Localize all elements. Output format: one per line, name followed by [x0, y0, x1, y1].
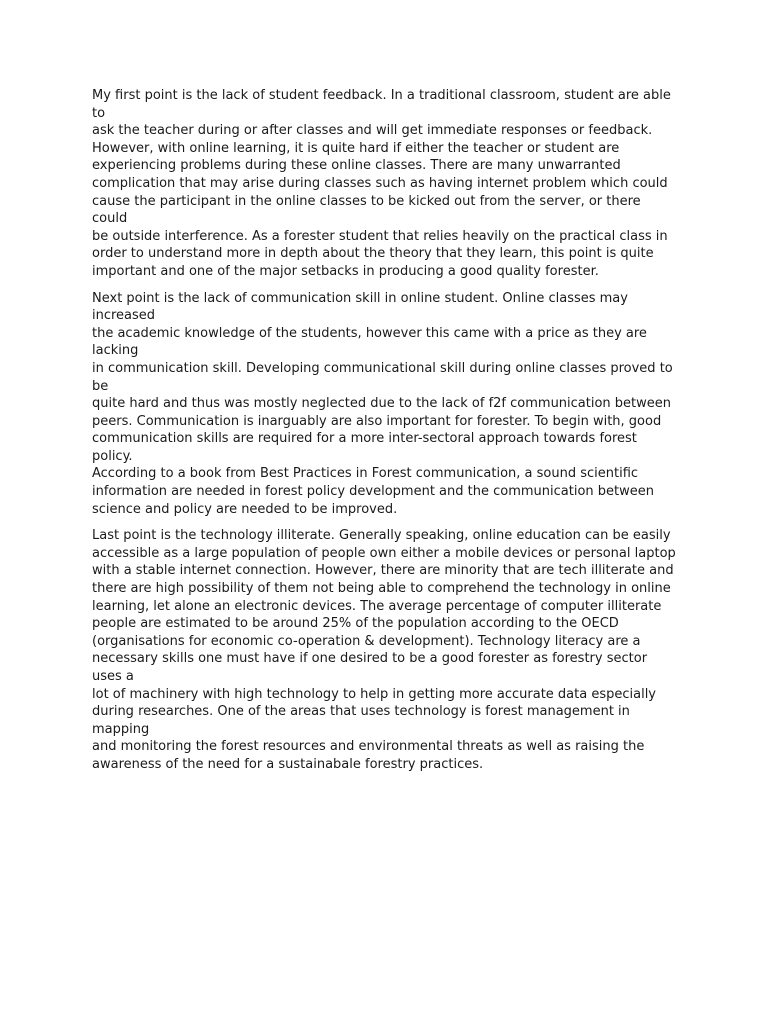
- paragraph-communication-skill: Next point is the lack of communication skill in online student. Online classes may increased the academic knowledge of the students, however this came with a price as they are lacking in communication skill. Developing communicational skill during online classes proved to be quite hard and thus was mostly neglected due to the lack of f2f communication between peers. Communication is inarguably are also important for forester. To begin with, good communication skills are required for a more inter-sectoral approach towards forest policy. According to a book from Best Practices in Forest communication, a sound scientific information are needed in forest policy development and the communication between science and policy are needed to be improved.: [92, 290, 673, 517]
- document-body: [92, 87, 676, 783]
- paragraph-technology-illiterate: Last point is the technology illiterate. Generally speaking, online education can be easily accessible as a large population of people own either a mobile devices or personal laptop with a stable internet connection. However, there are minority that are tech illiterate and there are high possibility of them not being able to comprehend the technology in online learning, let alone an electronic devices. The average percentage of computer illiterate people are estimated to be around 25% of the population according to the OECD (organisations for economic co-operation & development). Technology literacy are a necessary skills one must have if one desired to be a good forester as forestry sector uses a lot of machinery with high technology to help in getting more accurate data especially during researches. One of the areas that uses technology is forest management in mapping and monitoring the forest resources and environmental threats as well as raising the awareness of the need for a sustainabale forestry practices.: [92, 528, 676, 772]
- paragraph-student-feedback: My first point is the lack of student feedback. In a traditional classroom, student are able to ask the teacher during or after classes and will get immediate responses or feedback. However, with online learning, it is quite hard if either the teacher or student are experiencing problems during these online classes. There are many unwarranted complication that may arise during classes such as having internet problem which could cause the participant in the online classes to be kicked out from the server, or there could be outside interference. As a forester student that relies heavily on the practical class in order to understand more in depth about the theory that they learn, this point is quite important and one of the major setbacks in producing a good quality forester.: [92, 88, 671, 279]
